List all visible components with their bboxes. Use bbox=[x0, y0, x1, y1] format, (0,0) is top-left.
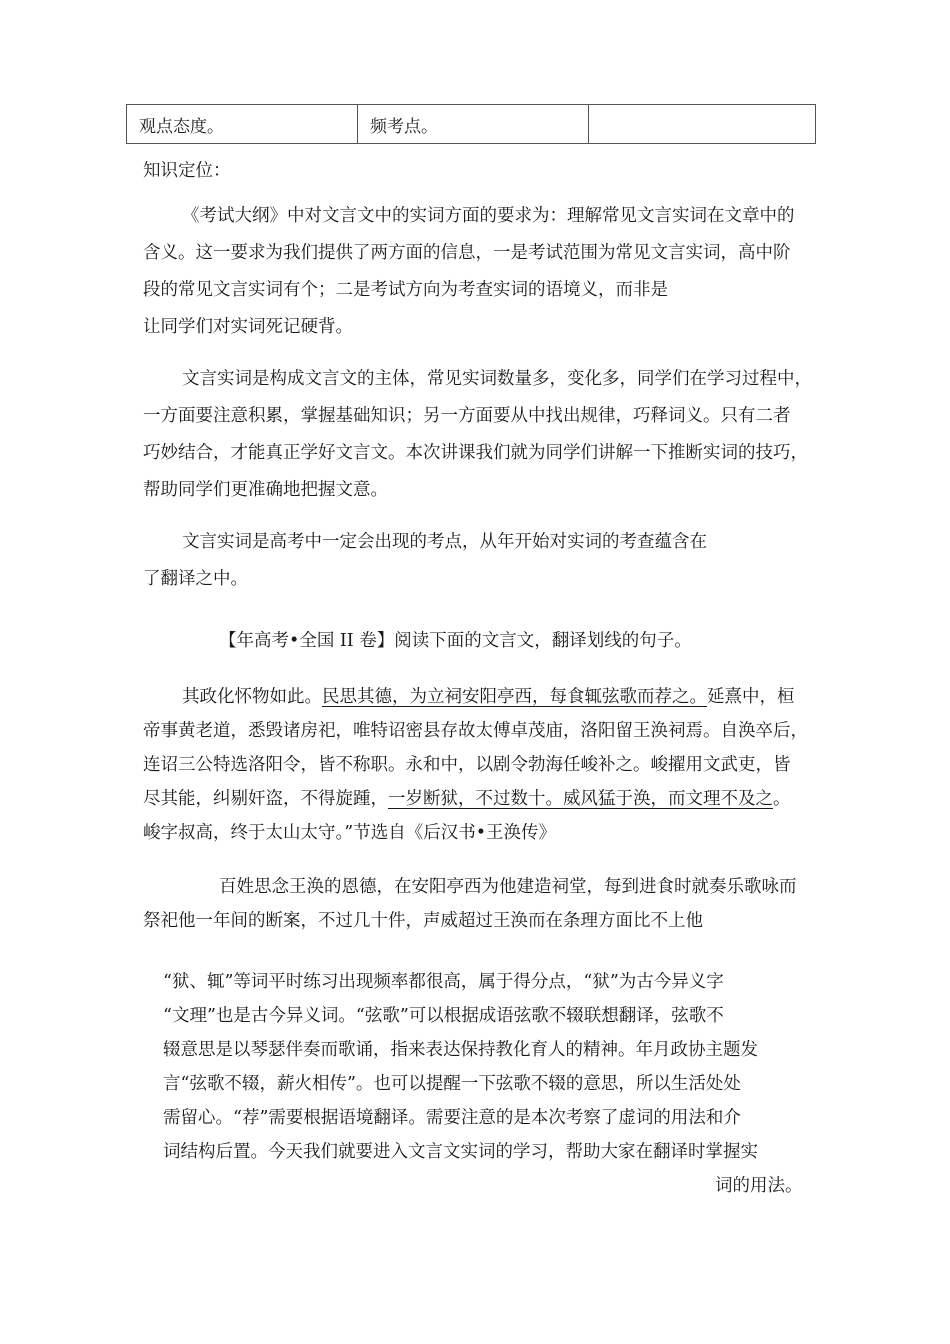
underlined-sentence: 一岁断狱，不过数十。威风猛于涣，而文理不及之 bbox=[388, 789, 773, 809]
passage-line bbox=[143, 788, 791, 810]
passage-line: 帝事黄老道，悉毁诸房祀，唯特诏密县存故太傅卓茂庙，洛阳留王涣祠焉。自涣卒后， bbox=[143, 721, 808, 741]
para3-line: 文言实词是高考中一定会出现的考点，从年开始对实词的考查蕴含在 bbox=[182, 532, 707, 552]
para1-line: 段的常见文言实词有个；二是考试方向为考查实词的语境义，而非是 bbox=[143, 280, 668, 300]
passage-text: 尽其能，纠剔奸盗，不得旋踵， bbox=[143, 789, 388, 809]
translation-line: 百姓思念王涣的恩德，在安阳亭西为他建造祠堂，每到进食时就奏乐歌咏而 bbox=[219, 877, 797, 897]
passage-text: 。 bbox=[773, 789, 791, 809]
analysis-line: 需留心。“荐”需要根据语境翻译。需要注意的是本次考察了虚词的用法和介 bbox=[163, 1108, 741, 1128]
para3-line: 了翻译之中。 bbox=[143, 569, 248, 589]
passage-line: 连诏三公特选洛阳令，皆不称职。永和中，以剧令勃海任峻补之。峻擢用文武吏，皆 bbox=[143, 755, 791, 775]
section-heading: 知识定位： bbox=[143, 161, 231, 181]
summary-table bbox=[126, 104, 816, 144]
analysis-line: 言“弦歌不辍，薪火相传”。也可以提醒一下弦歌不辍的意思，所以生活处处 bbox=[163, 1074, 741, 1094]
analysis-line: 词的用法。 bbox=[715, 1176, 803, 1196]
para2-line: 帮助同学们更准确地把握文意。 bbox=[143, 480, 388, 500]
analysis-line: 辍意思是以琴瑟伴奏而歌诵，指来表达保持教化育人的精神。年月政协主题发 bbox=[163, 1040, 758, 1060]
table-cell: 频考点。 bbox=[358, 105, 589, 144]
passage-line bbox=[182, 686, 795, 708]
table-cell: 观点态度。 bbox=[127, 105, 358, 144]
table-row bbox=[127, 105, 816, 144]
passage-text: 延熹中，桓 bbox=[707, 687, 795, 707]
underlined-sentence: 民思其德，为立祠安阳亭西，每食辄弦歌而荐之。 bbox=[322, 687, 707, 707]
passage-text: 其政化怀物如此。 bbox=[182, 687, 322, 707]
para1-line: 含义。这一要求为我们提供了两方面的信息，一是考试范围为常见文言实词，高中阶 bbox=[143, 243, 791, 263]
para2-line: 巧妙结合，才能真正学好文言文。本次讲课我们就为同学们讲解一下推断实词的技巧， bbox=[143, 443, 808, 463]
para2-line: 文言实词是构成文言文的主体，常见实词数量多，变化多，同学们在学习过程中， bbox=[182, 369, 812, 389]
para2-line: 一方面要注意积累，掌握基础知识；另一方面要从中找出规律，巧释词义。只有二者 bbox=[143, 406, 791, 426]
analysis-line: “文理”也是古今异义词。“弦歌”可以根据成语弦歌不辍联想翻译，弦歌不 bbox=[163, 1006, 724, 1026]
para1-line: 让同学们对实词死记硬背。 bbox=[143, 317, 353, 337]
translation-line: 祭祀他一年间的断案，不过几十件，声威超过王涣而在条理方面比不上他 bbox=[143, 911, 703, 931]
analysis-line: “狱、辄”等词平时练习出现频率都很高，属于得分点，“狱”为古今异义字 bbox=[163, 972, 724, 992]
passage-line: 峻字叔高，终于太山太守。”节选自《后汉书•王涣传》 bbox=[143, 823, 557, 843]
analysis-line: 词结构后置。今天我们就要进入文言文实词的学习，帮助大家在翻译时掌握实 bbox=[163, 1142, 758, 1162]
table-cell bbox=[589, 105, 816, 144]
exam-title: 【年高考•全国 II 卷】阅读下面的文言文，翻译划线的句子。 bbox=[219, 631, 692, 651]
para1-line: 《考试大纲》中对文言文中的实词方面的要求为：理解常见文言实词在文章中的 bbox=[182, 206, 795, 226]
